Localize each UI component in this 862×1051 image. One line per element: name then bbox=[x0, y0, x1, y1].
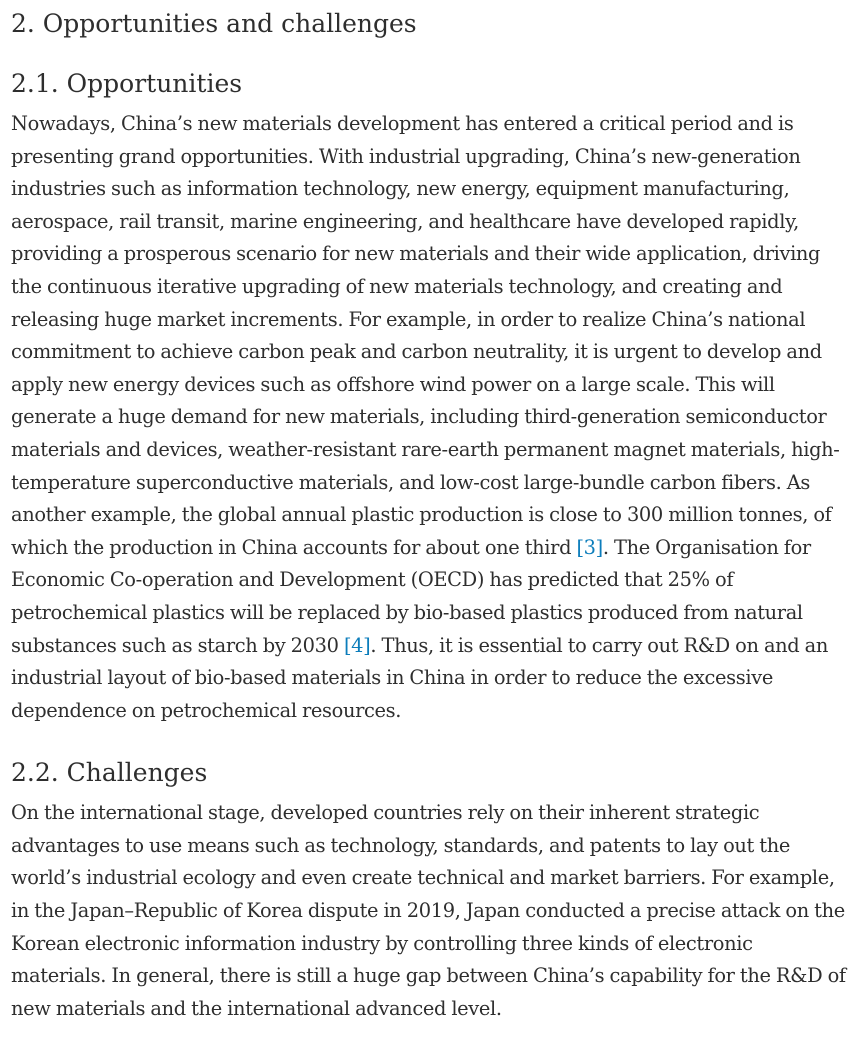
section-title: 2. Opportunities and challenges bbox=[11, 9, 417, 38]
section-spacer bbox=[11, 727, 852, 755]
paragraph-text: . Thus, it is essential to carry out R&D on and an industrial layout of bio-based materials in China in order to reduce the excessive dependence on petrochemical resources. bbox=[11, 633, 829, 722]
subsection-title-opportunities: 2.1. Opportunities bbox=[11, 69, 243, 98]
paragraph-opportunities bbox=[11, 108, 852, 727]
paragraph-text: Nowadays, China’s new materials development has entered a critical period and is presenting grand opportunities. With industrial upgrading, China’s new-generation industries such as information technology, new energy, equipment manufacturing, aerospace, rail transit, marine engineering, and healthcare have developed rapidly, providing a prosperous scenario for new materials and their wide application, driving the continuous iterative upgrading of new materials technology, and creating and releasing huge market increments. For example, in order to realize China’s national commitment to achieve carbon peak and carbon neutrality, it is urgent to develop and apply new energy devices such as offshore wind power on a large scale. This will generate a huge demand for new materials, including third-generation semiconductor materials and devices, weather-resistant rare-earth permanent magnet materials, high-temperature superconductive materials, and low-cost large-bundle carbon fibers. As another example, the global annual plastic production is close to 300 million tonnes, of which the production in China accounts for about one third bbox=[11, 112, 840, 559]
reference-link-4[interactable]: [4] bbox=[343, 633, 371, 657]
reference-link-3[interactable]: [3] bbox=[576, 535, 603, 559]
paragraph-challenges: On the international stage, developed countries rely on their inherent strategic advantages to use means such as technology, standards, and patents to lay out the world’s industrial ecology and even create technical and market barriers. For example, in the Japan–Republic of Korea dispute in 2019, Japan conducted a precise attack on the Korean electronic information industry by controlling three kinds of electronic materials. In general, there is still a huge gap between China’s capability for the R&D of new materials and the international advanced level. bbox=[11, 801, 846, 1020]
subsection-title-challenges: 2.2. Challenges bbox=[11, 758, 208, 788]
paragraph-text: . The Organisation for Economic Co-operation and Development (OECD) has predicted that 25% of petrochemical plastics will be replaced by bio-based plastics produced from natural substances such as starch by 2030 bbox=[11, 535, 811, 657]
